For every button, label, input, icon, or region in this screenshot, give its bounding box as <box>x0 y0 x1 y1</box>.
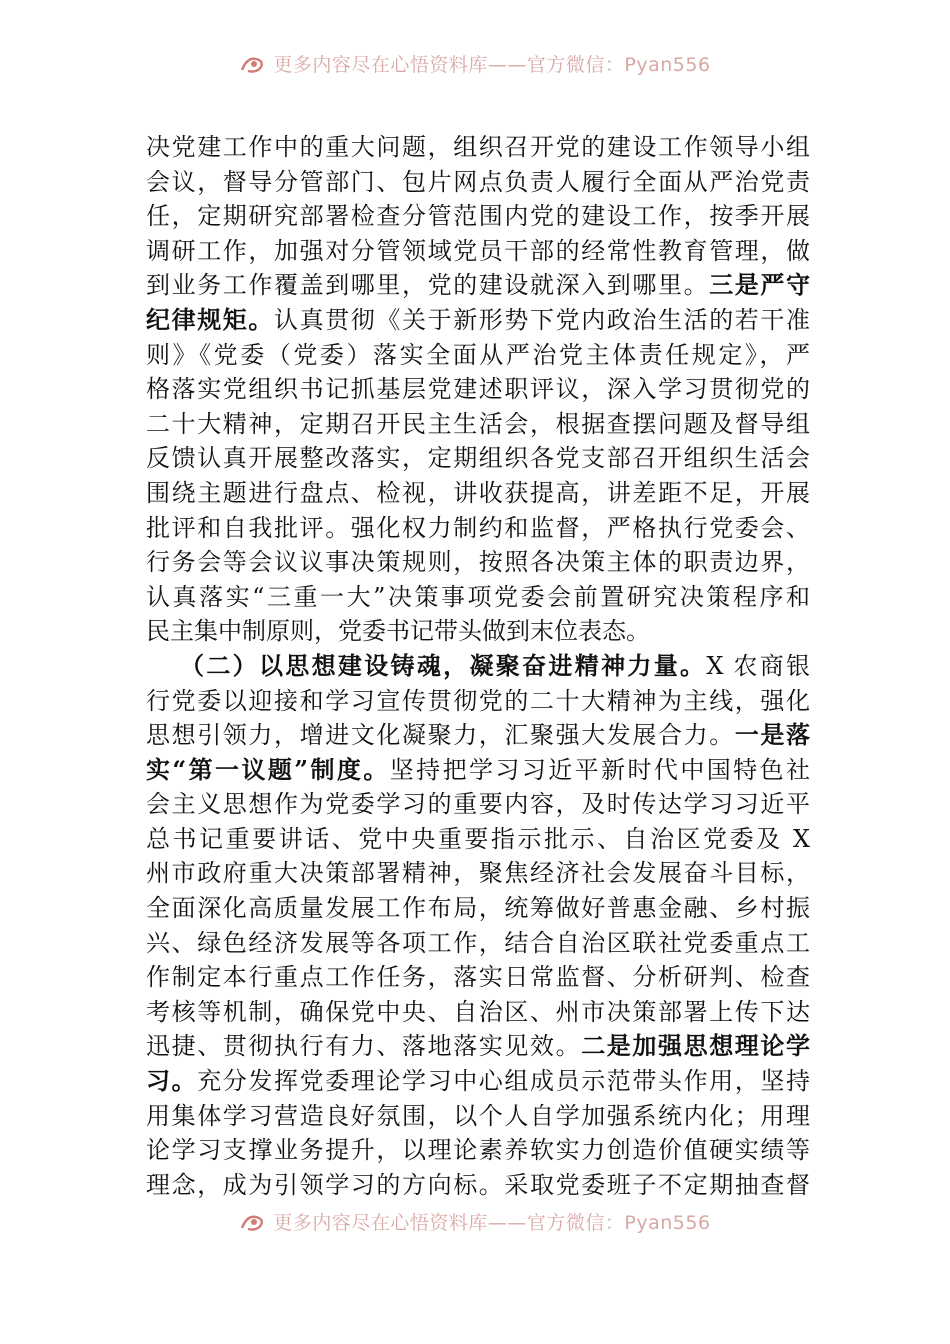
body-text: 到业务工作覆盖到哪里，党的建设就深入到哪里。 <box>146 271 710 300</box>
watermark-text: 更多内容尽在心悟资料库——官方微信：Pyan556 <box>273 54 711 76</box>
logo-icon <box>239 53 269 75</box>
text-line: 全面深化高质量发展工作布局，统筹做好普惠金融、乡村振 <box>146 894 810 923</box>
text-line <box>146 649 810 684</box>
bold-heading: 二是加强思想理论学 <box>581 1031 810 1061</box>
bold-heading: 一是落 <box>734 720 810 750</box>
body-text: 迅捷、贯彻执行有力、落地落实见效。 <box>146 1032 582 1061</box>
text-line: 会议，督导分管部门、包片网点负责人履行全面从严治党责 <box>146 167 810 196</box>
text-line <box>146 1064 810 1099</box>
text-line: 作制定本行重点工作任务，落实日常监督、分析研判、检查 <box>146 963 810 992</box>
text-line: 二十大精神，定期召开民主生活会，根据查摆问题及督导组 <box>146 409 810 438</box>
text-line: 格落实党组织书记抓基层党建述职评议，深入学习贯彻党的 <box>146 375 810 404</box>
text-line <box>146 753 810 788</box>
text-line <box>146 303 810 338</box>
text-line: 州市政府重大决策部署精神，聚焦经济社会发展奋斗目标， <box>146 859 810 888</box>
text-line: 总书记重要讲话、党中央重要指示批示、自治区党委及 X <box>146 824 810 853</box>
text-line: 任，定期研究部署检查分管范围内党的建设工作，按季开展 <box>146 202 810 231</box>
logo-icon <box>239 1211 269 1233</box>
watermark-footer <box>0 1208 950 1235</box>
text-line: 会主义思想作为党委学习的重要内容，及时传达学习习近平 <box>146 790 810 819</box>
text-line: 论学习支撑业务提升，以理论素养软实力创造价值硬实绩等 <box>146 1136 810 1165</box>
text-line: 用集体学习营造良好氛围，以个人自学加强系统内化；用理 <box>146 1101 810 1130</box>
text-line <box>146 268 810 303</box>
text-line: 行务会等会议议事决策规则，按照各决策主体的职责边界， <box>146 548 810 577</box>
watermark-header <box>0 50 950 77</box>
body-text: 认真贯彻《关于新形势下党内政治生活的若干准 <box>274 305 810 334</box>
text-line: 调研工作，加强对分管领域党员干部的经常性教育管理，做 <box>146 236 810 265</box>
text-line: 认真落实“三重一大”决策事项党委会前置研究决策程序和 <box>146 582 810 611</box>
text-line: 考核等机制，确保党中央、自治区、州市决策部署上传下达 <box>146 997 810 1026</box>
text-line: 反馈认真开展整改落实，定期组织各党支部召开组织生活会 <box>146 444 810 473</box>
text-line: 围绕主题进行盘点、检视，讲收获提高，讲差距不足，开展 <box>146 478 810 507</box>
text-line: 行党委以迎接和学习宣传贯彻党的二十大精神为主线，强化 <box>146 686 810 715</box>
text-line: 批评和自我批评。强化权力制约和监督，严格执行党委会、 <box>146 513 810 542</box>
text-line <box>146 718 810 753</box>
body-text: 充分发挥党委理论学习中心组成员示范带头作用，坚持 <box>197 1067 810 1096</box>
bold-heading: 三是严守 <box>709 270 810 300</box>
text-line: 则》《党委（党委）落实全面从严治党主体责任规定》，严 <box>146 340 810 369</box>
text-line: 民主集中制原则，党委书记带头做到末位表态。 <box>146 617 650 646</box>
bold-heading: 实“第一议题”制度。 <box>146 754 390 784</box>
body-text: 思想引领力，增进文化凝聚力，汇聚强大发展合力。 <box>146 721 735 750</box>
text-line: 理念，成为引领学习的方向标。采取党委班子不定期抽查督 <box>146 1170 810 1199</box>
watermark-text: 更多内容尽在心悟资料库——官方微信：Pyan556 <box>273 1212 711 1234</box>
document-body <box>146 130 810 1202</box>
body-text: 坚持把学习习近平新时代中国特色社 <box>389 755 810 784</box>
bold-heading: 纪律规矩。 <box>146 304 274 334</box>
text-line: 兴、绿色经济发展等各项工作，结合自治区联社党委重点工 <box>146 928 810 957</box>
body-text: X 农商银 <box>706 651 810 680</box>
bold-heading: 习。 <box>146 1066 198 1096</box>
text-line: 决党建工作中的重大问题，组织召开党的建设工作领导小组 <box>146 133 810 161</box>
text-line <box>146 1029 810 1064</box>
section-heading: （二）以思想建设铸魂，凝聚奋进精神力量。 <box>180 650 707 680</box>
